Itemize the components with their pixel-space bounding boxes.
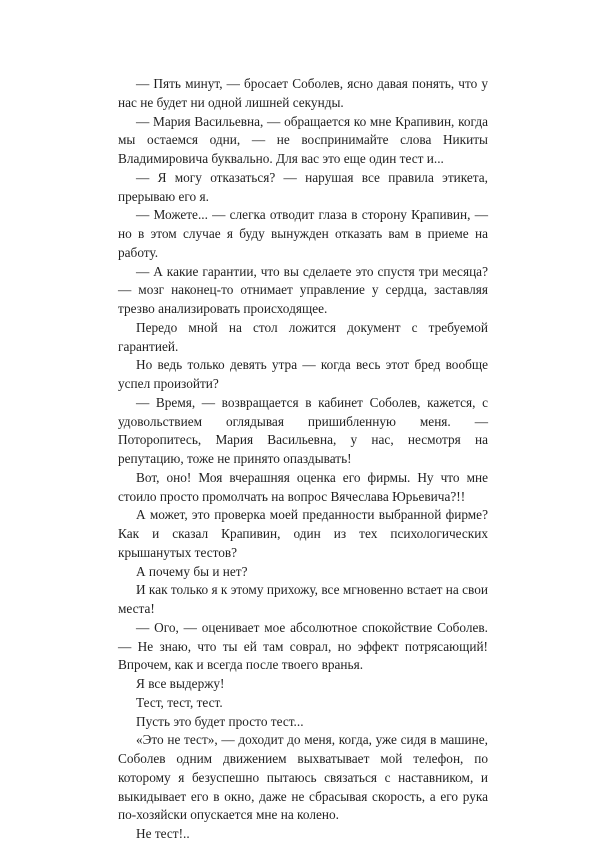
paragraph: — Ого, — оценивает мое абсолютное спокойствие Соболев. — Не знаю, что ты ей там соврал, но эффект потрясающий! Впрочем, как и всегда после твоего вранья. xyxy=(118,619,488,673)
paragraph: А почему бы и нет? xyxy=(136,563,248,579)
paragraph: Но ведь только девять утра — когда весь этот бред вообще успел произойти? xyxy=(118,357,488,391)
paragraph: «Это не тест», — доходит до меня, когда, уже сидя в машине, Соболев одним движением выхватывает мой телефон, по которому я безуспешно пытаюсь связаться с наставником, и выкидывает его в окно, даже не сбрасывая скорость, а его рука по-хозяйски опускается мне на колено. xyxy=(118,732,488,823)
paragraph: Я все выдержу! xyxy=(136,676,225,691)
paragraph: — Время, — возвращается в кабинет Соболев, кажется, с удовольствием оглядывая пришибленную меня. — Поторопитесь, Мария Васильевна, у нас, несмотря на репутацию, тоже не принято опаздывать! xyxy=(118,394,488,466)
paragraph: Тест, тест, тест. xyxy=(136,694,223,710)
paragraph: Не тест!.. xyxy=(136,826,190,841)
paragraph: И как только я к этому прихожу, все мгновенно встает на свои места! xyxy=(118,582,488,616)
paragraph: Передо мной на стол ложится документ с требуемой гарантией. xyxy=(118,319,488,354)
paragraph: А может, это проверка моей преданности выбранной фирме? Как и сказал Крапивин, один из тех психологических крышанутых тестов? xyxy=(118,507,488,560)
paragraph: Пусть это будет просто тест... xyxy=(136,713,304,729)
text-body xyxy=(118,75,488,844)
paragraph: — Я могу отказаться? — нарушая все правила этикета, прерываю его я. xyxy=(118,169,488,204)
paragraph: — А какие гарантии, что вы сделаете это спустя три месяца? — мозг наконец-то отнимает управление у сердца, заставляя трезво анализировать происходящее. xyxy=(118,263,488,316)
paragraph: — Мария Васильевна, — обращается ко мне Крапивин, когда мы остаемся одни, — не воспринимайте слова Никиты Владимировича буквально. Для вас это еще один тест и... xyxy=(118,113,488,166)
paragraph: — Пять минут, — бросает Соболев, ясно давая понять, что у нас не будет ни одной лишней секунды. xyxy=(118,76,488,110)
paragraph: Вот, оно! Моя вчерашняя оценка его фирмы. Ну что мне стоило просто промолчать на вопрос Вячеслава Юрьевича?!! xyxy=(118,469,488,504)
paragraph: — Можете... — слегка отводит глаза в сторону Крапивин, — но в этом случае я буду вынужден отказать вам в приеме на работу. xyxy=(118,207,488,260)
